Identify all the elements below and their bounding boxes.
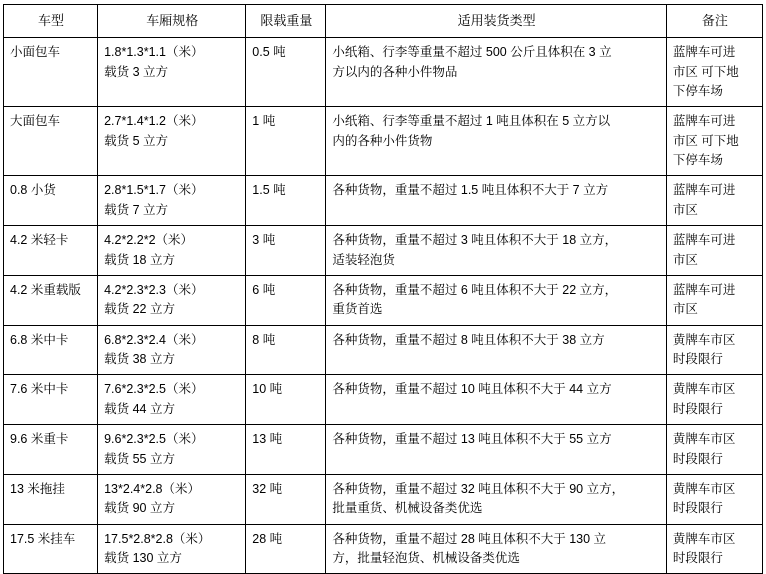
cell-cargo-type-line: 内的各种小件货物	[332, 133, 433, 148]
cell-compartment-spec-line: 载货 55 立方	[104, 451, 175, 466]
cell-cargo-type	[326, 524, 666, 574]
cell-cargo-type	[326, 38, 666, 107]
cell-remark-line: 时段限行	[672, 551, 723, 566]
cell-vehicle-type: 13 米拖挂	[4, 474, 98, 524]
cell-cargo-type-line: 各种货物，重量不超过 8 吨且体积不大于 38 立方	[332, 332, 605, 347]
cell-compartment-spec-line: 6.8*2.3*2.4（米）	[104, 332, 204, 347]
table-header-row	[4, 5, 763, 38]
cell-compartment-spec-line: 载货 38 立方	[104, 352, 175, 367]
cell-vehicle-type: 9.6 米重卡	[4, 425, 98, 475]
cell-vehicle-type: 大面包车	[4, 107, 98, 176]
column-header-load-limit: 限载重量	[246, 5, 326, 38]
cell-remark-line: 市区 可下地	[672, 133, 739, 148]
cell-compartment-spec-line: 载货 130 立方	[104, 551, 182, 566]
cell-cargo-type-line: 重货首选	[332, 302, 383, 317]
cell-cargo-type	[326, 176, 666, 226]
table-row	[4, 325, 763, 375]
cell-remark	[666, 375, 762, 425]
cell-compartment-spec-line: 载货 5 立方	[104, 133, 169, 148]
cell-compartment-spec-line: 4.2*2.2*2（米）	[104, 233, 194, 248]
cell-cargo-type-line: 小纸箱、行李等重量不超过 500 公斤且体积在 3 立	[332, 45, 612, 60]
cell-remark-line: 下停车场	[672, 153, 723, 168]
cell-remark-line: 蓝牌车可进	[672, 233, 736, 248]
cell-load-limit: 13 吨	[246, 425, 326, 475]
cell-compartment-spec	[98, 275, 246, 325]
cell-cargo-type	[326, 226, 666, 276]
cell-cargo-type-line: 方，批量轻泡货、机械设备类优选	[332, 551, 520, 566]
cell-compartment-spec	[98, 226, 246, 276]
cell-cargo-type	[326, 325, 666, 375]
cell-cargo-type	[326, 474, 666, 524]
cell-load-limit: 28 吨	[246, 524, 326, 574]
table-header	[4, 5, 763, 38]
cell-cargo-type-line: 小纸箱、行李等重量不超过 1 吨且体积在 5 立方以	[332, 114, 611, 129]
cell-compartment-spec	[98, 176, 246, 226]
cell-compartment-spec-line: 9.6*2.3*2.5（米）	[104, 432, 204, 447]
cell-compartment-spec-line: 1.8*1.3*1.1（米）	[104, 45, 204, 60]
cell-compartment-spec-line: 载货 18 立方	[104, 252, 175, 267]
column-header-remark: 备注	[666, 5, 762, 38]
cell-cargo-type	[326, 107, 666, 176]
cell-compartment-spec	[98, 38, 246, 107]
cell-load-limit: 1.5 吨	[246, 176, 326, 226]
table-row	[4, 226, 763, 276]
cell-remark	[666, 325, 762, 375]
cell-remark-line: 蓝牌车可进	[672, 282, 736, 297]
cell-remark	[666, 425, 762, 475]
cell-remark	[666, 275, 762, 325]
cell-remark-line: 时段限行	[672, 352, 723, 367]
cell-remark	[666, 474, 762, 524]
cell-compartment-spec	[98, 107, 246, 176]
cell-load-limit: 8 吨	[246, 325, 326, 375]
cell-cargo-type-line: 各种货物，重量不超过 1.5 吨且体积不大于 7 立方	[332, 183, 609, 198]
cell-remark-line: 下停车场	[672, 83, 723, 98]
cell-cargo-type	[326, 375, 666, 425]
cell-remark-line: 黄牌车市区	[672, 481, 736, 496]
table-row	[4, 375, 763, 425]
cell-cargo-type-line: 各种货物，重量不超过 28 吨且体积不大于 130 立	[332, 531, 607, 546]
cell-cargo-type-line: 各种货物，重量不超过 6 吨且体积不大于 22 立方，	[332, 282, 618, 297]
table-row	[4, 176, 763, 226]
cell-remark-line: 黄牌车市区	[672, 382, 736, 397]
cell-compartment-spec-line: 载货 22 立方	[104, 302, 175, 317]
cell-load-limit: 3 吨	[246, 226, 326, 276]
cell-vehicle-type: 小面包车	[4, 38, 98, 107]
cell-vehicle-type: 7.6 米中卡	[4, 375, 98, 425]
cell-compartment-spec	[98, 524, 246, 574]
cell-remark-line: 蓝牌车可进	[672, 45, 736, 60]
cell-remark-line: 时段限行	[672, 451, 723, 466]
cell-cargo-type-line: 各种货物，重量不超过 10 吨且体积不大于 44 立方	[332, 382, 612, 397]
cell-load-limit: 32 吨	[246, 474, 326, 524]
column-header-vehicle-type: 车型	[4, 5, 98, 38]
cell-compartment-spec-line: 7.6*2.3*2.5（米）	[104, 382, 204, 397]
cell-remark-line: 时段限行	[672, 401, 723, 416]
cell-compartment-spec	[98, 425, 246, 475]
cell-cargo-type-line: 各种货物，重量不超过 3 吨且体积不大于 18 立方，	[332, 233, 618, 248]
cell-remark	[666, 38, 762, 107]
column-header-cargo-type: 适用装货类型	[326, 5, 666, 38]
table-row	[4, 524, 763, 574]
table-row	[4, 107, 763, 176]
cell-load-limit: 6 吨	[246, 275, 326, 325]
cell-load-limit: 10 吨	[246, 375, 326, 425]
cell-compartment-spec-line: 4.2*2.3*2.3（米）	[104, 282, 204, 297]
cell-remark-line: 市区	[672, 202, 698, 217]
cell-remark-line: 蓝牌车可进	[672, 183, 736, 198]
cell-compartment-spec	[98, 474, 246, 524]
cell-remark-line: 黄牌车市区	[672, 531, 736, 546]
cell-cargo-type-line: 方以内的各种小件物品	[332, 64, 458, 79]
cell-remark-line: 黄牌车市区	[672, 332, 736, 347]
table-body	[4, 38, 763, 574]
cell-compartment-spec-line: 载货 3 立方	[104, 64, 169, 79]
cell-remark	[666, 176, 762, 226]
cell-load-limit: 1 吨	[246, 107, 326, 176]
cell-remark-line: 市区	[672, 252, 698, 267]
cell-compartment-spec-line: 载货 90 立方	[104, 501, 175, 516]
table-row	[4, 474, 763, 524]
table-row	[4, 425, 763, 475]
cell-remark	[666, 226, 762, 276]
cell-remark	[666, 524, 762, 574]
table-row	[4, 275, 763, 325]
cell-cargo-type	[326, 425, 666, 475]
cell-compartment-spec-line: 载货 44 立方	[104, 401, 175, 416]
cell-compartment-spec	[98, 325, 246, 375]
cell-compartment-spec-line: 17.5*2.8*2.8（米）	[104, 531, 211, 546]
cell-vehicle-type: 4.2 米轻卡	[4, 226, 98, 276]
cell-vehicle-type: 0.8 小货	[4, 176, 98, 226]
cell-cargo-type-line: 各种货物，重量不超过 32 吨且体积不大于 90 立方，	[332, 481, 625, 496]
table-row	[4, 38, 763, 107]
cell-compartment-spec-line: 2.8*1.5*1.7（米）	[104, 183, 204, 198]
cell-cargo-type-line: 各种货物，重量不超过 13 吨且体积不大于 55 立方	[332, 432, 612, 447]
cell-vehicle-type: 4.2 米重载版	[4, 275, 98, 325]
cell-vehicle-type: 17.5 米挂车	[4, 524, 98, 574]
cell-remark-line: 蓝牌车可进	[672, 114, 736, 129]
vehicle-spec-table	[3, 4, 763, 574]
cell-vehicle-type: 6.8 米中卡	[4, 325, 98, 375]
cell-compartment-spec	[98, 375, 246, 425]
cell-remark-line: 市区	[672, 302, 698, 317]
cell-cargo-type	[326, 275, 666, 325]
cell-remark-line: 黄牌车市区	[672, 432, 736, 447]
cell-remark-line: 时段限行	[672, 501, 723, 516]
cell-compartment-spec-line: 2.7*1.4*1.2（米）	[104, 114, 204, 129]
cell-remark	[666, 107, 762, 176]
cell-remark-line: 市区 可下地	[672, 64, 739, 79]
cell-cargo-type-line: 适装轻泡货	[332, 252, 395, 267]
cell-load-limit: 0.5 吨	[246, 38, 326, 107]
cell-compartment-spec-line: 载货 7 立方	[104, 202, 169, 217]
cell-cargo-type-line: 批量重货、机械设备类优选	[332, 501, 483, 516]
column-header-compartment-spec: 车厢规格	[98, 5, 246, 38]
cell-compartment-spec-line: 13*2.4*2.8（米）	[104, 481, 200, 496]
